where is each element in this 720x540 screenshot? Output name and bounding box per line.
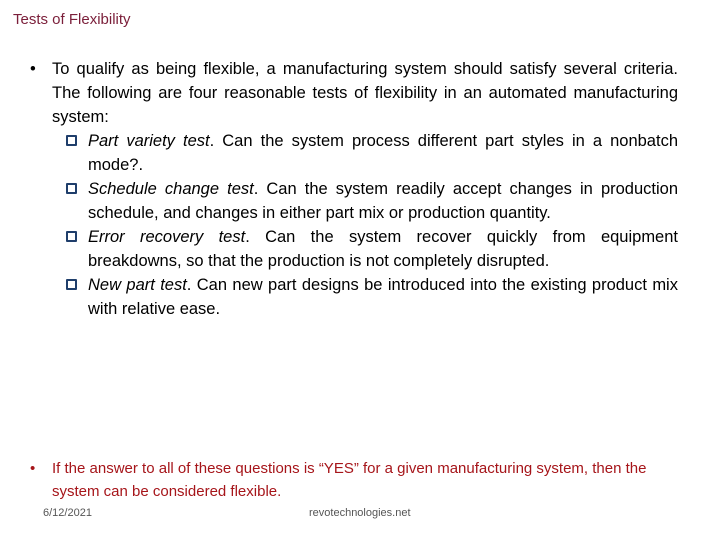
test-name: Part variety test: [88, 132, 210, 150]
checkbox-square-icon: [66, 135, 77, 146]
bullet-dot-icon: •: [30, 460, 36, 477]
conclusion-bullet: [30, 457, 690, 503]
checkbox-square-icon: [66, 183, 77, 194]
footer-date: 6/12/2021: [43, 507, 92, 519]
slide-title: Tests of Flexibility: [13, 11, 131, 28]
conclusion-bullet-block: [30, 457, 690, 503]
test-name: New part test: [88, 276, 187, 294]
list-item: [52, 177, 678, 225]
test-name: Schedule change test: [88, 180, 254, 198]
intro-bullet-block: [30, 57, 678, 321]
test-description: . Can the system recover quickly from equipment breakdowns, so that the production is not completely disrupted.: [88, 228, 678, 270]
test-description: . Can new part designs be introduced into the existing product mix with relative ease.: [88, 276, 678, 318]
conclusion-text: If the answer to all of these questions is “YES” for a given manufacturing system, then the system can be considered flexible.: [52, 460, 647, 500]
checkbox-square-icon: [66, 231, 77, 242]
list-item: [52, 129, 678, 177]
intro-bullet: [30, 57, 678, 129]
list-item: [52, 273, 678, 321]
test-description: . Can the system readily accept changes in production schedule, and changes in either part mix or production quantity.: [88, 180, 678, 222]
bullet-dot-icon: •: [30, 60, 36, 78]
tests-list: [30, 129, 678, 321]
list-item: [52, 225, 678, 273]
test-name: Error recovery test: [88, 228, 246, 246]
intro-text: To qualify as being flexible, a manufacturing system should satisfy several criteria. The following are four reasonable tests of flexibility in an automated manufacturing system:: [52, 60, 678, 126]
test-description: . Can the system process different part styles in a nonbatch mode?.: [88, 132, 678, 174]
footer-site: revotechnologies.net: [309, 507, 411, 519]
checkbox-square-icon: [66, 279, 77, 290]
